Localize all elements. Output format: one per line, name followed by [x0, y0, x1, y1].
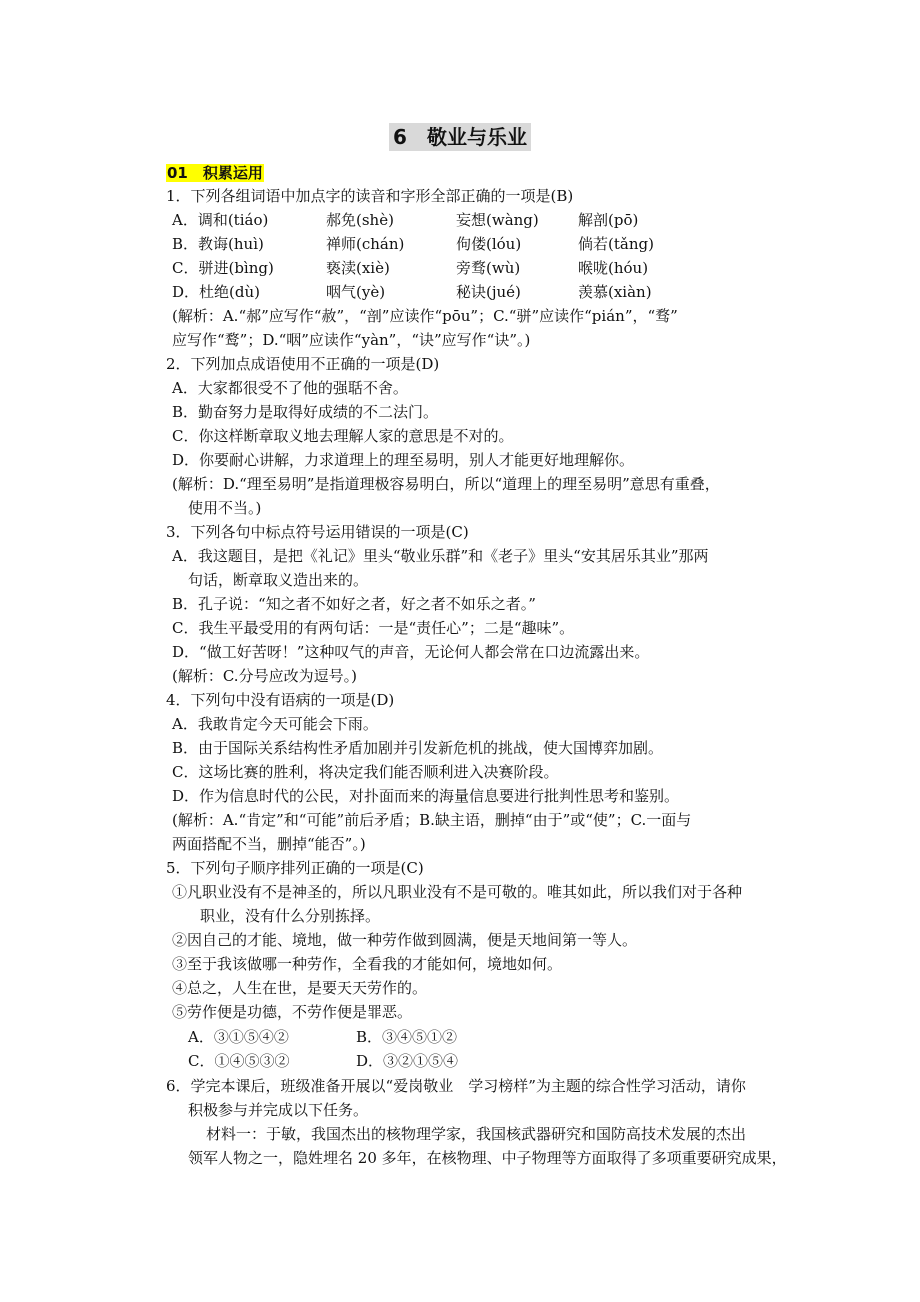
q1-option-a-3: 妄想(wàng)	[456, 211, 539, 229]
q1-analysis-line-1: (解析：A.“郝”应写作“赦”，“剖”应读作“pōu”；C.“骈”应读作“pián”，“骛”	[172, 307, 678, 325]
q4-option-b: B．由于国际关系结构性矛盾加剧并引发新危机的挑战，使大国博弈加剧。	[172, 739, 664, 757]
q1-option-b-3: 佝偻(lóu)	[456, 235, 522, 253]
q3-option-c: C．我生平最受用的有两句话：一是“责任心”；二是“趣味”。	[172, 619, 575, 637]
q1-option-b-2: 禅师(chán)	[326, 235, 405, 253]
q5-sentence-1-line-2: 职业，没有什么分别拣择。	[200, 907, 381, 925]
q5-option-b: B．③④⑤①②	[356, 1028, 458, 1046]
q5-sentence-3: ③至于我该做哪一种劳作，全看我的才能如何，境地如何。	[172, 955, 563, 973]
q2-analysis-line-2: 使用不当。)	[188, 499, 262, 517]
q1-option-b-4: 倘若(tǎng)	[578, 235, 654, 253]
q5-sentence-4: ④总之，人生在世，是要天天劳作的。	[172, 979, 428, 997]
section-heading: 01 积累运用	[167, 164, 263, 182]
q3-option-d: D．“做工好苦呀！”这种叹气的声音，无论何人都会常在口边流露出来。	[172, 643, 650, 661]
q1-option-d-4: 羡慕(xiàn)	[578, 283, 652, 301]
q6-material-1-line-1: 材料一：于敏，我国杰出的核物理学家，我国核武器研究和国防高技术发展的杰出	[206, 1125, 747, 1143]
q3-option-b: B．孔子说：“知之者不如好之者，好之者不如乐之者。”	[172, 595, 536, 613]
q4-option-a: A．我敢肯定今天可能会下雨。	[172, 715, 378, 733]
q5-option-c: C．①④⑤③②	[188, 1052, 290, 1070]
q1-option-c-4: 喉咙(hóu)	[578, 259, 649, 277]
question-1-stem: 1．下列各组词语中加点字的读音和字形全部正确的一项是(B)	[166, 187, 574, 205]
q1-option-d-2: 咽气(yè)	[326, 283, 386, 301]
q1-option-d-3: 秘诀(jué)	[456, 283, 521, 301]
q1-option-a-1: A．调和(tiáo)	[172, 211, 269, 229]
question-3-stem: 3．下列各句中标点符号运用错误的一项是(C)	[166, 523, 469, 541]
q4-analysis-line-1: (解析：A.“肯定”和“可能”前后矛盾；B.缺主语，删掉“由于”或“使”；C.一面与	[172, 811, 692, 829]
question-6-stem-line-2: 积极参与并完成以下任务。	[188, 1101, 369, 1119]
q1-option-b-1: B．教诲(huì)	[172, 235, 264, 253]
q1-option-c-3: 旁骛(wù)	[456, 259, 521, 277]
question-6-stem-line-1: 6．学完本课后，班级准备开展以“爱岗敬业 学习榜样”为主题的综合性学习活动，请你	[166, 1077, 746, 1095]
question-5-stem: 5．下列句子顺序排列正确的一项是(C)	[166, 859, 424, 877]
q2-analysis-line-1: (解析：D.“理至易明”是指道理极容易明白，所以“道理上的理至易明”意思有重叠，	[172, 475, 720, 493]
q6-material-1-line-2: 领军人物之一，隐姓埋名 20 多年，在核物理、中子物理等方面取得了多项重要研究成果，	[188, 1149, 787, 1167]
q1-option-c-1: C．骈进(bìng)	[172, 259, 274, 277]
q2-option-a: A．大家都很受不了他的强聒不舍。	[172, 379, 408, 397]
q3-option-a-line-1: A．我这题目，是把《礼记》里头“敬业乐群”和《老子》里头“安其居乐其业”那两	[172, 547, 709, 565]
q2-option-d: D．你要耐心讲解，力求道理上的理至易明，别人才能更好地理解你。	[172, 451, 635, 469]
page-title: 6 敬业与乐业	[0, 121, 920, 150]
q4-option-d: D．作为信息时代的公民，对扑面而来的海量信息要进行批判性思考和鉴别。	[172, 787, 680, 805]
question-2-stem: 2．下列加点成语使用不正确的一项是(D)	[166, 355, 440, 373]
q2-option-b: B．勤奋努力是取得好成绩的不二法门。	[172, 403, 439, 421]
question-4-stem: 4．下列句中没有语病的一项是(D)	[166, 691, 395, 709]
q5-sentence-1-line-1: ①凡职业没有不是神圣的，所以凡职业没有不是可敬的。唯其如此，所以我们对于各种	[172, 883, 743, 901]
q5-option-a: A．③①⑤④②	[188, 1028, 289, 1046]
q5-option-d: D．③②①⑤④	[356, 1052, 459, 1070]
q1-option-d-1: D．杜绝(dù)	[172, 283, 260, 301]
q1-option-a-4: 解剖(pō)	[578, 211, 639, 229]
q4-analysis-line-2: 两面搭配不当，删掉“能否”。)	[172, 835, 366, 853]
q4-option-c: C．这场比赛的胜利，将决定我们能否顺利进入决赛阶段。	[172, 763, 559, 781]
q1-analysis-line-2: 应写作“鹜”；D.“咽”应读作“yàn”，“诀”应写作“诀”。)	[172, 331, 531, 349]
q1-option-c-2: 亵渎(xiè)	[326, 259, 390, 277]
q2-option-c: C．你这样断章取义地去理解人家的意思是不对的。	[172, 427, 514, 445]
q1-option-a-2: 郝免(shè)	[326, 211, 394, 229]
q3-option-a-line-2: 句话，断章取义造出来的。	[188, 571, 369, 589]
q5-sentence-2: ②因自己的才能、境地，做一种劳作做到圆满，便是天地间第一等人。	[172, 931, 638, 949]
q5-sentence-5: ⑤劳作便是功德，不劳作便是罪恶。	[172, 1003, 413, 1021]
q3-analysis: (解析：C.分号应改为逗号。)	[172, 667, 357, 685]
